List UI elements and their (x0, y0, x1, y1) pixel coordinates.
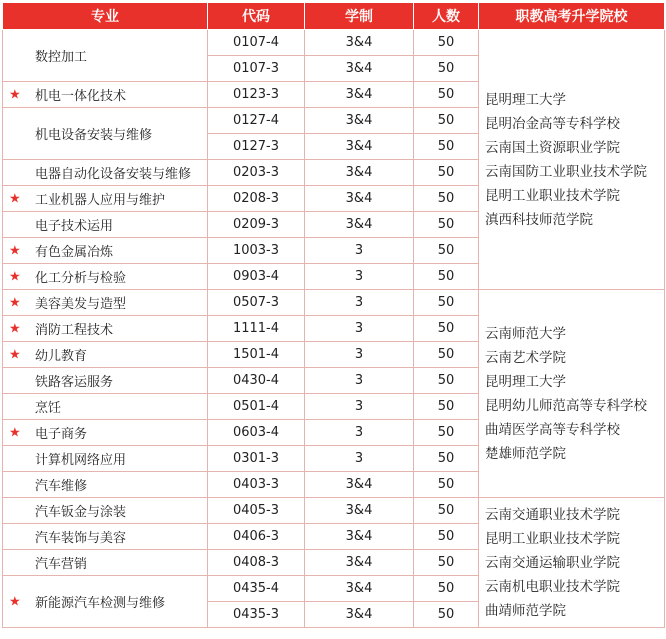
header-major: 专业 (3, 3, 208, 30)
term-cell: 3&4 (305, 30, 414, 56)
star-icon: ★ (9, 594, 21, 609)
count-cell: 50 (414, 524, 479, 550)
school-name: 云南国土资源职业学院 (485, 139, 620, 156)
code-cell: 0435-4 (208, 576, 305, 602)
term-cell: 3 (305, 238, 414, 264)
school-name: 昆明理工大学 (485, 373, 566, 390)
header-schools: 职教高考升学院校 (479, 3, 665, 30)
count-cell: 50 (414, 108, 479, 134)
code-cell: 0405-3 (208, 498, 305, 524)
term-cell: 3&4 (305, 602, 414, 628)
code-cell: 0127-4 (208, 108, 305, 134)
schools-cell (479, 498, 665, 628)
term-cell: 3&4 (305, 550, 414, 576)
count-cell: 50 (414, 30, 479, 56)
term-cell: 3&4 (305, 186, 414, 212)
code-cell: 0603-4 (208, 420, 305, 446)
school-name: 云南机电职业技术学院 (485, 578, 620, 595)
term-cell: 3&4 (305, 524, 414, 550)
major-cell (3, 472, 208, 498)
term-cell: 3 (305, 394, 414, 420)
term-cell: 3&4 (305, 472, 414, 498)
code-cell: 0107-4 (208, 30, 305, 56)
major-name: 幼儿教育 (35, 349, 88, 364)
count-cell: 50 (414, 134, 479, 160)
term-cell: 3&4 (305, 212, 414, 238)
major-cell (3, 290, 208, 316)
term-cell: 3 (305, 316, 414, 342)
code-cell: 0406-3 (208, 524, 305, 550)
major-cell (3, 498, 208, 524)
term-cell: 3 (305, 290, 414, 316)
table-row (3, 30, 665, 56)
major-name: 电子技术运用 (35, 219, 114, 234)
term-cell: 3&4 (305, 134, 414, 160)
table-body (3, 30, 665, 628)
major-name: 汽车装饰与美容 (35, 531, 127, 546)
code-cell: 1003-3 (208, 238, 305, 264)
count-cell: 50 (414, 264, 479, 290)
star-icon: ★ (9, 295, 21, 310)
term-cell: 3&4 (305, 56, 414, 82)
school-name: 昆明工业职业技术学院 (485, 530, 620, 547)
code-cell: 0127-3 (208, 134, 305, 160)
major-name: 铁路客运服务 (35, 375, 114, 390)
term-cell: 3&4 (305, 576, 414, 602)
school-name: 云南国防工业职业技术学院 (485, 163, 647, 180)
count-cell: 50 (414, 550, 479, 576)
major-cell (3, 30, 208, 82)
major-name: 工业机器人应用与维护 (35, 193, 166, 208)
schools-cell (479, 30, 665, 290)
school-name: 云南师范大学 (485, 325, 566, 342)
table-row (3, 290, 665, 316)
major-cell (3, 212, 208, 238)
school-name: 昆明理工大学 (485, 91, 566, 108)
count-cell: 50 (414, 342, 479, 368)
major-cell (3, 576, 208, 628)
count-cell: 50 (414, 186, 479, 212)
code-cell: 0408-3 (208, 550, 305, 576)
school-name: 昆明工业职业技术学院 (485, 187, 620, 204)
count-cell: 50 (414, 56, 479, 82)
count-cell: 50 (414, 316, 479, 342)
major-name: 汽车钣金与涂装 (35, 505, 127, 520)
major-name: 机电一体化技术 (35, 89, 127, 104)
school-name: 曲靖师范学院 (485, 602, 566, 619)
count-cell: 50 (414, 394, 479, 420)
major-cell (3, 394, 208, 420)
count-cell: 50 (414, 498, 479, 524)
star-icon: ★ (9, 87, 21, 102)
term-cell: 3&4 (305, 82, 414, 108)
star-icon: ★ (9, 269, 21, 284)
major-name: 化工分析与检验 (35, 271, 127, 286)
count-cell: 50 (414, 368, 479, 394)
code-cell: 0435-3 (208, 602, 305, 628)
major-name: 新能源汽车检测与维修 (35, 596, 166, 611)
term-cell: 3 (305, 420, 414, 446)
major-name: 汽车维修 (35, 479, 88, 494)
school-name: 楚雄师范学院 (485, 445, 566, 462)
major-name: 电子商务 (35, 427, 88, 442)
schools-cell (479, 290, 665, 498)
school-name: 昆明冶金高等专科学校 (485, 115, 620, 132)
code-cell: 0107-3 (208, 56, 305, 82)
star-icon: ★ (9, 347, 21, 362)
major-cell (3, 186, 208, 212)
school-name: 曲靖医学高等专科学校 (485, 421, 620, 438)
term-cell: 3&4 (305, 108, 414, 134)
count-cell: 50 (414, 212, 479, 238)
count-cell: 50 (414, 602, 479, 628)
code-cell: 1111-4 (208, 316, 305, 342)
code-cell: 0430-4 (208, 368, 305, 394)
major-name: 计算机网络应用 (35, 453, 127, 468)
major-cell (3, 420, 208, 446)
school-name: 云南交通职业技术学院 (485, 506, 620, 523)
count-cell: 50 (414, 420, 479, 446)
major-name: 汽车营销 (35, 557, 88, 572)
count-cell: 50 (414, 290, 479, 316)
major-cell (3, 264, 208, 290)
code-cell: 0507-3 (208, 290, 305, 316)
code-cell: 0209-3 (208, 212, 305, 238)
term-cell: 3 (305, 342, 414, 368)
school-name: 云南艺术学院 (485, 349, 566, 366)
major-cell (3, 524, 208, 550)
star-icon: ★ (9, 191, 21, 206)
header-code: 代码 (208, 3, 305, 30)
code-cell: 1501-4 (208, 342, 305, 368)
code-cell: 0301-3 (208, 446, 305, 472)
count-cell: 50 (414, 238, 479, 264)
major-name: 电器自动化设备安装与维修 (35, 167, 192, 182)
star-icon: ★ (9, 321, 21, 336)
term-cell: 3&4 (305, 160, 414, 186)
major-cell (3, 316, 208, 342)
major-name: 烹饪 (35, 401, 62, 416)
code-cell: 0501-4 (208, 394, 305, 420)
header-row (3, 3, 665, 30)
school-name: 云南交通运输职业学院 (485, 554, 620, 571)
major-name: 机电设备安装与维修 (35, 128, 153, 143)
major-name: 消防工程技术 (35, 323, 114, 338)
major-cell (3, 550, 208, 576)
school-name: 昆明幼儿师范高等专科学校 (485, 397, 647, 414)
major-cell (3, 160, 208, 186)
major-cell (3, 238, 208, 264)
major-cell (3, 342, 208, 368)
major-cell (3, 108, 208, 160)
major-cell (3, 368, 208, 394)
code-cell: 0208-3 (208, 186, 305, 212)
major-name: 有色金属冶炼 (35, 245, 114, 260)
header-term: 学制 (305, 3, 414, 30)
term-cell: 3 (305, 264, 414, 290)
term-cell: 3&4 (305, 498, 414, 524)
code-cell: 0403-3 (208, 472, 305, 498)
school-name: 滇西科技师范学院 (485, 211, 593, 228)
code-cell: 0123-3 (208, 82, 305, 108)
term-cell: 3 (305, 368, 414, 394)
star-icon: ★ (9, 243, 21, 258)
count-cell: 50 (414, 160, 479, 186)
code-cell: 0203-3 (208, 160, 305, 186)
term-cell: 3 (305, 446, 414, 472)
major-name: 数控加工 (35, 50, 88, 65)
major-cell (3, 446, 208, 472)
star-icon: ★ (9, 425, 21, 440)
code-cell: 0903-4 (208, 264, 305, 290)
major-name: 美容美发与造型 (35, 297, 127, 312)
count-cell: 50 (414, 446, 479, 472)
count-cell: 50 (414, 576, 479, 602)
programs-table (2, 2, 665, 628)
major-cell (3, 82, 208, 108)
header-count: 人数 (414, 3, 479, 30)
count-cell: 50 (414, 472, 479, 498)
count-cell: 50 (414, 82, 479, 108)
table-row (3, 498, 665, 524)
